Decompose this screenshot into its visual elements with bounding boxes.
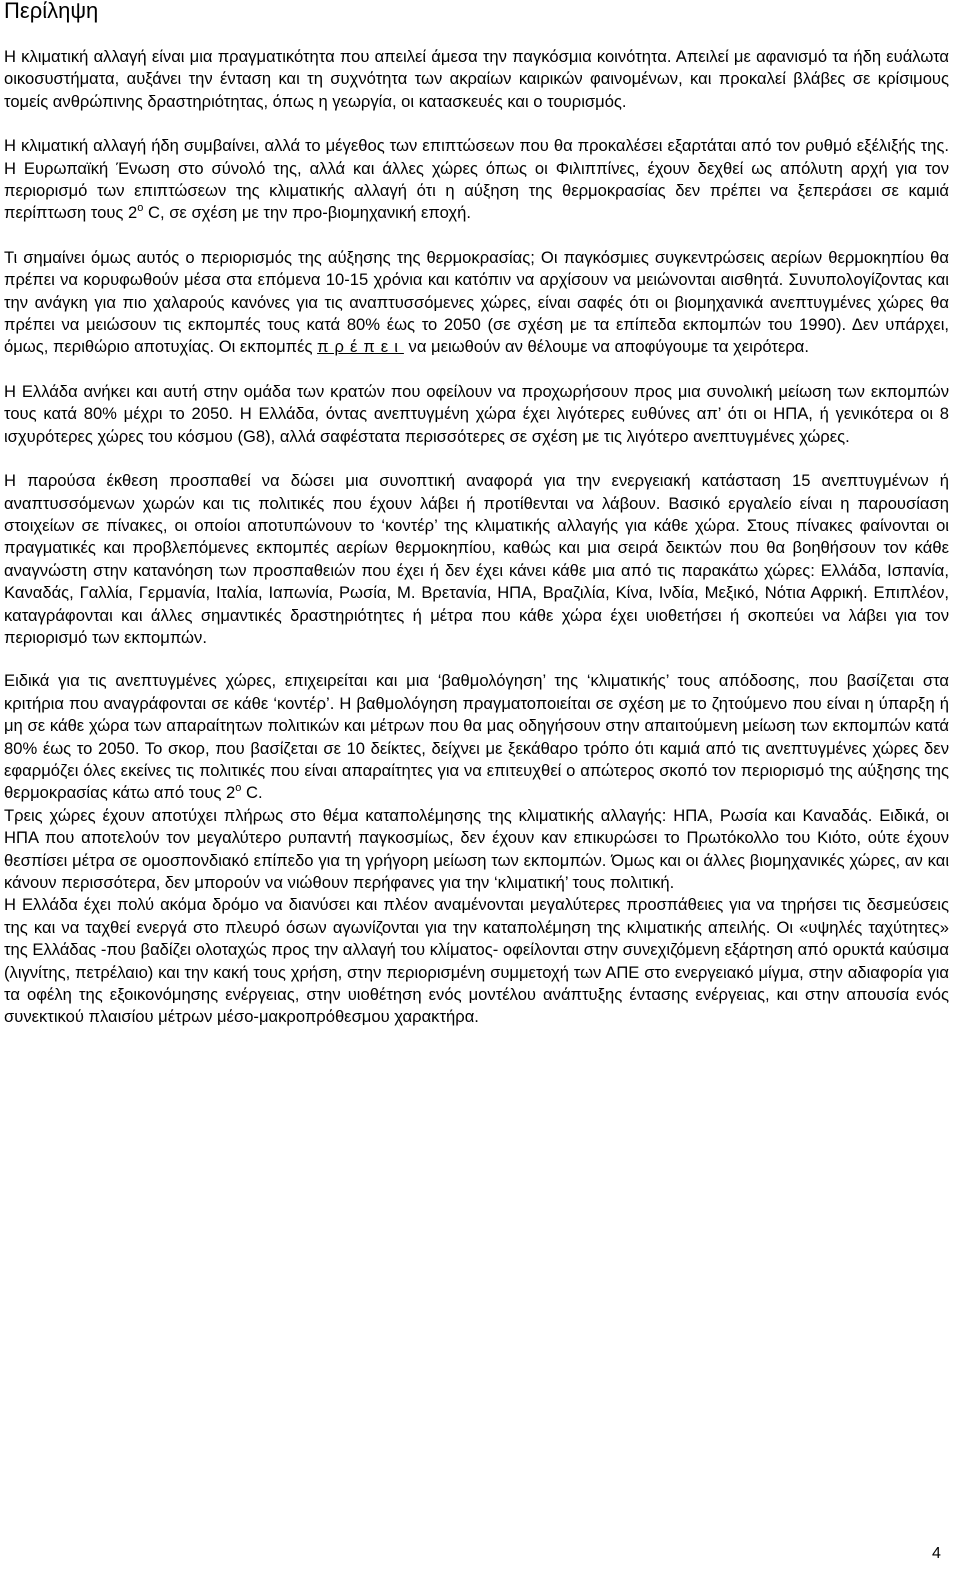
degree-superscript: ο [137,202,144,215]
paragraph-intro: Η κλιματική αλλαγή είναι μια πραγματικότητα που απειλεί άμεσα την παγκόσμια κοινότητα. Απειλεί με αφανισμό τα ήδη ευάλωτα οικοσυστήματα, αυξάνει την ένταση και τη συχνότητα των ακραίων καιρικών φαινομένων, και προκαλεί βλάβες σε κρίσιμους τομείς ανθρώπινης δραστηριότητας, όπως η γεωργία, οι κατασκευές και ο τουρισμός. [4,47,949,111]
paragraph-greece-obligations: Η Ελλάδα ανήκει και αυτή στην ομάδα των κρατών που οφείλουν να προχωρήσουν προς μια συνολική μείωση των εκπομπών τους κατά 80% μέχρι το 2050. Η Ελλάδα, όντας ανεπτυγμένη χώρα έχει λιγότερες ευθύνες απ’ ότι οι ΗΠΑ, ή γενικότερα οι 8 ισχυρότερες χώρες του κόσμου (G8), αλλά σαφέστατα περισσότερες σε σχέση με τις λιγότερο ανεπτυγμένες χώρες. [4,381,949,446]
page-number: 4 [932,1545,941,1562]
paragraph-temperature-limit [4,247,949,359]
paragraph-text: Τι σημαίνει όμως αυτός ο περιορισμός της αύξησης της θερμοκρασίας; Οι παγκόσμιες συγκεντρώσεις αερίων θερμοκηπίου θα πρέπει να κορυφωθούν μέσα στα επόμενα 10-15 χρόνια και κατόπιν να αρχίσουν να μειώνονται αισθητά. Συνυπολογίζοντας και την ανάγκη για πιο χαλαρούς κανόνες για τις αναπτυσσόμενες χώρες, είναι σαφές ότι οι βιομηχανικά ανεπτυγμένες χώρες θα πρέπει να μειώσουν τις εκπομπές τους κατά 80% έως το 2050 (σε σχέση με τα επίπεδα εκπομπών του 1990). Δεν υπάρχει, όμως, περιθώριο αποτυχίας. Οι εκπομπές [4,247,949,357]
paragraph-text: να μειωθούν αν θέλουμε να αποφύγουμε τα χειρότερα. [403,337,809,357]
emphasized-word: πρέπει [317,337,404,357]
document-body [4,46,949,1029]
paragraph-text: Ειδικά για τις ανεπτυγμένες χώρες, επιχειρείται και μια ‘βαθμολόγηση’ της ‘κλιματικής’ τους απόδοσης, που βασίζεται στα κριτήρια που αναγράφονται σε κάθε ‘κοντέρ’. Η βαθμολόγηση πραγματοποιείται σε σχέση με το ζητούμενο που είναι η ύπαρξη ή μη σε κάθε χώρα των απαραίτητων πολιτικών και μέτρων που θα μας οδηγήσουν στην απαιτούμενη μείωση των εκπομπών κατά 80% έως το 2050. Το σκορ, που βασίζεται σε 10 δείκτες, δείχνει με ξεκάθαρο τρόπο ότι καμιά από τις ανεπτυγμένες χώρες δεν εφαρμόζει όλες εκείνες τις πολιτικές που είναι απαραίτητες για να επιτευχθεί ο απώτερος σκοπό τον περιορισμό της αύξησης της θερμοκρασίας κάτω από τους 2 [4,671,949,803]
paragraph-climate-change-limits [4,135,949,225]
paragraph-text: Η κλιματική αλλαγή ήδη συμβαίνει, αλλά το μέγεθος των επιπτώσεων που θα προκαλέσει εξαρτάται από τον ρυθμό εξέλιξής της. Η Ευρωπαϊκή Ένωση στο σύνολό της, αλλά και άλλες χώρες όπως οι Φιλιππίνες, έχουν δεχθεί ως απόλυτη αρχή για τον περιορισμό των επιπτώσεων της κλιματικής αλλαγή ότι η αύξηση της θερμοκρασίας δεν πρέπει να ξεπεράσει σε καμιά περίπτωση τους 2 [4,136,949,223]
paragraph-text: C, σε σχέση με την προ-βιομηχανική εποχή. [143,203,471,223]
paragraph-scoring [4,670,949,804]
paragraph-failed-countries: Τρεις χώρες έχουν αποτύχει πλήρως στο θέμα καταπολέμησης της κλιματικής αλλαγής: ΗΠΑ, Ρωσία και Καναδάς. Ειδικά, οι ΗΠΑ που αποτελούν τον μεγαλύτερο ρυπαντή παγκοσμίως, δεν έχουν καν επικυρώσει το Πρωτόκολλο του Κιότο, ούτε έχουν θεσπίσει μέτρα σε ομοσπονδιακό επίπεδο για τη γρήγορη μείωση των εκπομπών. Όμως και οι άλλες βιομηχανικές χώρες, αν και κάνουν περισσότερα, δεν μπορούν να νιώθουν περήφανες για την ‘κλιματική’ τους πολιτική. [4,805,949,892]
degree-superscript: ο [235,782,242,795]
page-title: Περίληψη [4,0,99,23]
paragraph-greece-outlook: Η Ελλάδα έχει πολύ ακόμα δρόμο να διανύσει και πλέον αναμένονται μεγαλύτερες προσπάθειες για να τηρήσει τις δεσμεύσεις της και να ταχθεί ενεργά στο πλευρό όσων αγωνίζονται για την καταπολέμηση της κλιματικής απειλής. Οι «υψηλές ταχύτητες» της Ελλάδας -που βαδίζει ολοταχώς προς την αλλαγή του κλίματος- οφείλονται στην συνεχιζόμενη εξάρτηση από ορυκτά καύσιμα (λιγνίτης, πετρέλαιο) και την κακή τους χρήση, στην περιορισμένη συμμετοχή των ΑΠΕ στο ενεργειακό μίγμα, στην αδιαφορία για τα οφέλη της εξοικονόμησης ενέργειας, στην υιοθέτηση ενός μοντέλου ανάπτυξης έντασης ενέργειας, και στην απουσία ενός συνεκτικού πλαισίου μέτρων μέσο-μακροπρόθεσμου χαρακτήρα. [4,895,949,1027]
paragraph-text: C. [241,783,263,803]
paragraph-report-overview: Η παρούσα έκθεση προσπαθεί να δώσει μια συνοπτική αναφορά για την ενεργειακή κατάσταση 15 ανεπτυγμένων ή αναπτυσσόμενων χωρών και τις πολιτικές που έχουν λάβει ή προτίθενται να λάβουν. Βασικό εργαλείο είναι η παρουσίαση στοιχείων σε πίνακες, οι οποίοι αποτυπώνουν το ‘κοντέρ’ της κλιματικής αλλαγής για κάθε χώρα. Στους πίνακες φαίνονται οι πραγματικές και προβλεπόμενες εκπομπές αερίων θερμοκηπίου, καθώς και μια σειρά δεικτών που θα βοηθήσουν τον κάθε αναγνώστη στην κατανόηση των προσπαθειών που έχει ή δεν έχει κάνει κάθε μια από τις παρακάτω χώρες: Ελλάδα, Ισπανία, Καναδάς, Γαλλία, Γερμανία, Ιταλία, Ιαπωνία, Ρωσία, Μ. Βρετανία, ΗΠΑ, Βραζιλία, Κίνα, Ινδία, Μεξικό, Νότια Αφρική. Επιπλέον, καταγράφονται και άλλες σημαντικές δραστηριότητες ή μέτρα που κάθε χώρα έχει υιοθετήσει ή σκοπεύει να λάβει για τον περιορισμό των εκπομπών. [4,471,949,647]
